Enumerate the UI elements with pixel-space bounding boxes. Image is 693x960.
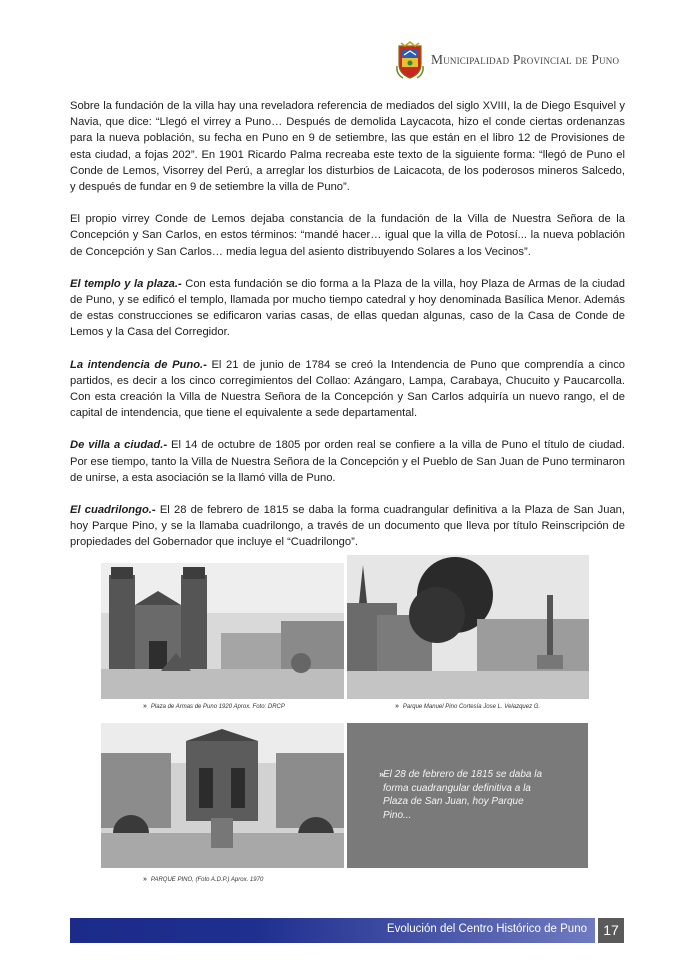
- quote-box: [347, 723, 588, 868]
- footer-bar: [70, 918, 595, 943]
- paragraph-cuadrilongo: El cuadrilongo.- El 28 de febrero de 1815 se daba la forma cuadrangular definitiva a la Plaza de San Juan, hoy Parque Pino, y se la llamaba cuadrilongo, a través de un documento que lleva por título Reinscripción de propiedades del Gobernador que incluye el “Cuadrilongo”.: [70, 504, 625, 549]
- caption-parque-manuel-pino: » Parque Manuel Pino Cortesía Jose L. Velazquez G.: [395, 703, 541, 710]
- caption-parque-pino: » PARQUE PINO, (Foto A.D.P.) Aprox. 1970: [143, 876, 264, 883]
- footer-title: Evolución del Centro Histórico de Puno: [386, 923, 587, 935]
- page-header: [395, 38, 635, 82]
- section-title-cuadrilongo: El cuadrilongo.-: [70, 504, 156, 517]
- quote-marker-icon: »: [379, 769, 385, 779]
- paragraph-intendency: La intendencia de Puno.- El 21 de junio de 1784 se creó la Intendencia de Puno que comprendía a cinco partidos, es decir a los cinco corregimientos del Collao: Azángaro, Lampa, Carabaya, Chucuito y Paucarcolla. Con esta creación la Villa de Nuestra Señora de la Concepción y San Carlos adquiría un nuevo rango, el de capital de intendencia, que tiene el equivalente a sede departamental.: [70, 358, 626, 420]
- quote-text: El 28 de febrero de 1815 se daba la forma cuadrangular definitiva a la Plaza de San Juan, hoy Parque Pino...: [383, 769, 543, 821]
- paragraph-temple: El templo y la plaza.- Con esta fundación se dio forma a la Plaza de la villa, hoy Plaza de Armas de la ciudad de Puno, y se edificó el templo, llamada por mucho tiempo catedral y hoy denominada Basílica Menor. Además de estas construcciones se edificaron varias casas, de ellas quedan algunas, caso de la Casa de Conde de Lemos y la Casa del Corregidor.: [70, 277, 625, 339]
- caption-marker-icon: »: [143, 876, 147, 883]
- paragraph-viceroy: El propio virrey Conde de Lemos dejaba constancia de la fundación de la Villa de Nuestra Señora de la Concepción y San Carlos, en estos términos: “mandé hacer… igual que la villa de Potosí... la nueva población de Concepción y San Carlos… media legua del asiento distribuyendo Solares a los Vecinos”.: [70, 213, 625, 258]
- municipal-crest-icon: [395, 40, 425, 80]
- photo-parque-manuel-pino: [347, 555, 589, 699]
- paragraph-city: De villa a ciudad.- El 14 de octubre de 1805 por orden real se confiere a la villa de Puno el título de ciudad. Por ese tiempo, tanto la Villa de Nuestra Señora de la Concepción y el Pueblo de San Juan de Puno terminaron de unirse, a esta asociación se la llamó villa de Puno.: [70, 439, 625, 484]
- section-title-intendency: La intendencia de Puno.-: [70, 358, 207, 371]
- article-body: [70, 98, 625, 567]
- paragraph-foundation: Sobre la fundación de la villa hay una reveladora referencia de mediados del siglo XVIII, la de Diego Esquivel y Navia, que dice: “Llegó el virrey a Puno… Después de demolida Laycacota, hizo el conde ciertas ordenanzas para la nueva población, su fecha en Puno en 9 de setiembre, las que están en el libro 12 de Provisiones de esta ciudad, a fojas 202”. En 1901 Ricardo Palma recreaba este texto de la siguiente forma: “llegó de Puno el Conde de Lemos, Visorrey del Perú, a arreglar los disturbios de Laicacota, de los poderosos mineros Salcedo, y después de fundar en 9 de setiembre la villa de Puno”.: [70, 100, 625, 194]
- section-title-temple: El templo y la plaza.-: [70, 277, 182, 290]
- section-title-city: De villa a ciudad.-: [70, 439, 168, 452]
- photo-parque-pino: [101, 723, 344, 868]
- caption-plaza-de-armas: » Plaza de Armas de Puno 1920 Aprox. Foto: DRCP: [143, 703, 285, 710]
- caption-marker-icon: »: [395, 703, 399, 710]
- photo-plaza-de-armas: [101, 563, 344, 699]
- page-number: 17: [598, 918, 624, 943]
- caption-marker-icon: »: [143, 703, 147, 710]
- organization-name: Municipalidad Provincial de Puno: [431, 52, 620, 67]
